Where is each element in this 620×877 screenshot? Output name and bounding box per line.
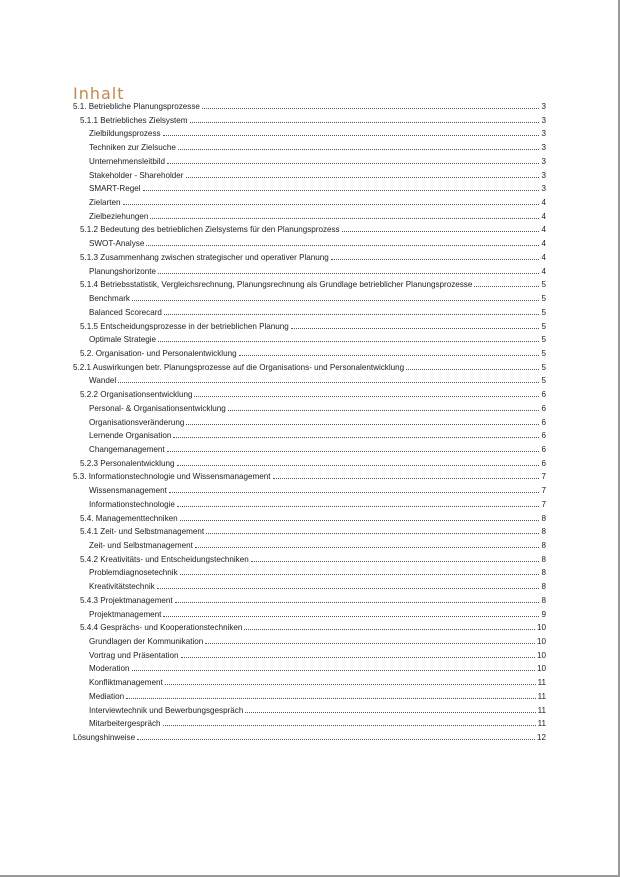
dot-leader: [195, 547, 540, 548]
toc-entry-page-number: 3: [541, 129, 546, 139]
dot-leader: [118, 382, 539, 383]
toc-entry-title: Planungshorizonte: [89, 266, 157, 276]
dot-leader: [205, 643, 535, 644]
dot-leader: [175, 602, 540, 603]
toc-entry-page-number: 8: [541, 554, 546, 564]
toc-entry[interactable]: [73, 608, 546, 622]
toc-entry-title: 5.1.3 Zusammenhang zwischen strategischer und operativer Planung: [80, 252, 329, 262]
dot-leader: [180, 520, 540, 521]
toc-entry-title: Balanced Scorecard: [89, 307, 162, 317]
dot-leader: [406, 369, 539, 370]
toc-entry-title: Zielbeziehungen: [89, 211, 149, 221]
toc-entry-page-number: 3: [541, 184, 546, 194]
dot-leader: [158, 341, 539, 342]
toc-entry[interactable]: [73, 594, 546, 608]
toc-entry-page-number: 3: [541, 156, 546, 166]
dot-leader: [126, 698, 535, 699]
dot-leader: [169, 492, 540, 493]
toc-entry-page-number: 5: [541, 280, 546, 290]
toc-entry-title: Mediation: [89, 691, 125, 701]
toc-entry[interactable]: [73, 210, 546, 224]
toc-entry-title: Konfliktmanagement: [89, 678, 163, 688]
toc-entry-title: Zielbildungsprozess: [89, 129, 161, 139]
dot-leader: [181, 657, 535, 658]
dot-leader: [273, 478, 540, 479]
toc-entry-page-number: 7: [541, 486, 546, 496]
toc-entry-title: Vortrag und Präsentation: [89, 650, 179, 660]
toc-entry-page-number: 5: [541, 307, 546, 317]
dot-leader: [202, 108, 540, 109]
toc-entry-page-number: 6: [541, 458, 546, 468]
toc-entry-title: 5.1. Betriebliche Planungsprozesse: [73, 102, 200, 111]
toc-entry-page-number: 10: [536, 650, 546, 660]
toc-entry[interactable]: [73, 649, 546, 663]
toc-entry[interactable]: [73, 251, 546, 265]
toc-entry-page-number: 11: [537, 705, 546, 715]
toc-entry-title: Kreativitätstechnik: [89, 582, 155, 592]
toc-entry-page-number: 8: [541, 568, 546, 578]
toc-entry-page-number: 4: [541, 225, 546, 235]
toc-entry-page-number: 6: [541, 390, 546, 400]
toc-entry[interactable]: [73, 662, 546, 676]
dot-leader: [186, 424, 539, 425]
toc-entry-title: 5.4.2 Kreativitäts- und Entscheidungstechniken: [80, 554, 249, 564]
toc-entry[interactable]: [73, 731, 546, 745]
toc-entry[interactable]: [73, 127, 546, 141]
toc-entry-page-number: 7: [541, 472, 546, 482]
toc-entry[interactable]: [73, 443, 546, 457]
dot-leader: [163, 616, 539, 617]
toc-entry-page-number: 8: [541, 541, 546, 550]
dot-leader: [245, 712, 535, 713]
toc-entry-title: 5.4. Managementtechniken: [80, 513, 178, 523]
toc-entry-title: Projektmanagement: [89, 609, 162, 619]
toc-entry-page-number: 8: [541, 513, 546, 523]
toc-entry-title: Personal- & Organisationsentwicklung: [89, 403, 226, 413]
toc-entry-page-number: 6: [541, 444, 546, 454]
toc-entry-title: 5.2.3 Personalentwicklung: [80, 458, 175, 468]
toc-entry[interactable]: [73, 306, 546, 320]
toc-entry-title: Stakeholder - Shareholder: [89, 170, 184, 180]
toc-entry-title: 5.4.3 Projektmanagement: [80, 595, 173, 605]
page-title: Inhalt: [73, 83, 125, 103]
toc-entry-title: SMART-Regel: [89, 184, 141, 194]
toc-entry[interactable]: [73, 223, 546, 237]
toc-entry-page-number: 3: [541, 170, 546, 180]
dot-leader: [177, 506, 540, 507]
toc-entry-title: Lösungshinweise: [73, 733, 136, 743]
toc-entry[interactable]: [73, 676, 546, 690]
toc-entry-page-number: 5: [541, 321, 546, 331]
toc-entry-title: Moderation: [89, 664, 130, 674]
toc-entry[interactable]: [73, 512, 546, 526]
toc-entry[interactable]: [73, 416, 546, 430]
toc-entry-page-number: 8: [541, 527, 546, 537]
dot-leader: [132, 670, 535, 671]
toc-entry[interactable]: [73, 470, 546, 484]
dot-leader: [165, 684, 536, 685]
toc-entry-page-number: 10: [536, 664, 546, 674]
toc-entry[interactable]: [73, 278, 546, 292]
toc-entry[interactable]: [73, 690, 546, 704]
toc-entry-page-number: 8: [541, 595, 546, 605]
toc-entry-title: 5.1.4 Betriebsstatistik, Vergleichsrechnung, Planungsrechnung als Grundlage betrieblicher Planungsprozesse: [80, 280, 473, 290]
toc-entry-page-number: 10: [536, 637, 546, 647]
dot-leader: [239, 355, 540, 356]
toc-entry-page-number: 11: [537, 719, 546, 729]
toc-entry-page-number: 3: [541, 102, 546, 111]
toc-entry-page-number: 4: [541, 211, 546, 221]
toc-entry-title: 5.1.5 Entscheidungsprozesse in der betrieblichen Planung: [80, 321, 289, 331]
toc-entry[interactable]: [73, 141, 546, 155]
dot-leader: [186, 177, 540, 178]
toc-entry-page-number: 4: [541, 239, 546, 249]
dot-leader: [342, 231, 540, 232]
toc-entry[interactable]: [73, 553, 546, 567]
toc-entry-page-number: 12: [536, 733, 546, 743]
dot-leader: [163, 135, 540, 136]
dot-leader: [167, 163, 539, 164]
toc-entry[interactable]: [73, 457, 546, 471]
dot-leader: [157, 588, 540, 589]
dot-leader: [163, 725, 536, 726]
toc-entry[interactable]: [73, 525, 546, 539]
toc-entry-page-number: 4: [541, 252, 546, 262]
toc-entry[interactable]: [73, 402, 546, 416]
toc-entry-page-number: 5: [541, 294, 546, 304]
toc-entry[interactable]: [73, 292, 546, 306]
toc-entry[interactable]: [73, 320, 546, 334]
dot-leader: [291, 328, 540, 329]
dot-leader: [150, 218, 539, 219]
dot-leader: [244, 629, 535, 630]
dot-leader: [177, 465, 540, 466]
toc-entry-title: Lernende Organisation: [89, 431, 172, 441]
toc-entry-page-number: 4: [541, 198, 546, 208]
toc-entry-title: 5.4.1 Zeit- und Selbstmanagement: [80, 527, 205, 537]
toc-entry[interactable]: [73, 717, 546, 731]
toc-entry[interactable]: [73, 333, 546, 347]
toc-entry-title: Grundlagen der Kommunikation: [89, 637, 204, 647]
toc-entry[interactable]: [73, 155, 546, 169]
toc-entry[interactable]: [73, 237, 546, 251]
dot-leader: [194, 396, 539, 397]
dot-leader: [137, 739, 535, 740]
toc-entry-title: SWOT-Analyse: [89, 239, 145, 249]
toc-entry-page-number: 6: [541, 403, 546, 413]
toc-entry[interactable]: [73, 196, 546, 210]
dot-leader: [228, 410, 540, 411]
toc-entry-page-number: 11: [537, 691, 546, 701]
toc-entry-title: Zielarten: [89, 198, 121, 208]
toc-entry[interactable]: [73, 704, 546, 718]
toc-entry-page-number: 5: [541, 335, 546, 345]
toc-entry-page-number: 3: [541, 115, 546, 125]
dot-leader: [164, 314, 540, 315]
toc-entry[interactable]: [73, 429, 546, 443]
toc-entry[interactable]: [73, 347, 546, 361]
toc-entry[interactable]: [73, 621, 546, 635]
toc-entry-title: 5.3. Informationstechnologie und Wissensmanagement: [73, 472, 271, 482]
toc-entry-page-number: 6: [541, 417, 546, 427]
toc-entry[interactable]: [73, 635, 546, 649]
toc-entry-page-number: 8: [541, 582, 546, 592]
dot-leader: [167, 451, 540, 452]
table-of-contents: [73, 100, 546, 745]
toc-entry-title: Zeit- und Selbstmanagement: [89, 541, 193, 550]
dot-leader: [206, 533, 539, 534]
toc-entry[interactable]: [73, 265, 546, 279]
toc-entry-title: Organisationsveränderung: [89, 417, 185, 427]
toc-entry[interactable]: [73, 182, 546, 196]
toc-entry-page-number: 11: [537, 678, 546, 688]
toc-entry[interactable]: [73, 100, 546, 114]
dot-leader: [132, 300, 540, 301]
toc-entry[interactable]: [73, 374, 546, 388]
dot-leader: [173, 437, 539, 438]
toc-entry-page-number: 10: [536, 623, 546, 633]
toc-entry-title: 5.2.2 Organisationsentwicklung: [80, 390, 193, 400]
toc-entry-title: Changemanagement: [89, 444, 165, 454]
toc-entry-title: 5.4.4 Gesprächs- und Kooperationstechniken: [80, 623, 243, 633]
toc-entry-title: Benchmark: [89, 294, 130, 304]
dot-leader: [178, 149, 540, 150]
toc-entry-page-number: 9: [541, 609, 546, 619]
dot-leader: [158, 273, 539, 274]
toc-entry-title: Techniken zur Zielsuche: [89, 143, 176, 153]
toc-entry-title: Mitarbeitergespräch: [89, 719, 161, 729]
toc-entry-title: Optimale Strategie: [89, 335, 157, 345]
toc-entry-title: 5.1.2 Bedeutung des betrieblichen Zielsystems für den Planungsprozess: [80, 225, 340, 235]
toc-entry[interactable]: [73, 361, 546, 375]
toc-entry[interactable]: [73, 169, 546, 183]
toc-entry-title: Problemdiagnosetechnik: [89, 568, 178, 578]
toc-entry-title: 5.2. Organisation- und Personalentwicklung: [80, 348, 237, 358]
dot-leader: [123, 204, 540, 205]
toc-entry-title: 5.1.1 Betriebliches Zielsystem: [80, 115, 188, 125]
toc-entry[interactable]: [73, 566, 546, 580]
toc-entry-page-number: 7: [541, 499, 546, 509]
toc-entry[interactable]: [73, 539, 546, 553]
toc-entry-title: Informationstechnologie: [89, 499, 175, 509]
dot-leader: [180, 574, 540, 575]
toc-entry-title: Interviewtechnik und Bewerbungsgespräch: [89, 705, 244, 715]
toc-entry-title: Unternehmensleitbild: [89, 156, 166, 166]
dot-leader: [474, 286, 539, 287]
toc-entry-page-number: 5: [541, 376, 546, 386]
toc-entry-page-number: 4: [541, 266, 546, 276]
dot-leader: [143, 190, 540, 191]
toc-entry-page-number: 3: [541, 143, 546, 153]
toc-entry[interactable]: [73, 498, 546, 512]
toc-entry-page-number: 5: [541, 348, 546, 358]
dot-leader: [190, 122, 540, 123]
toc-entry-title: Wandel: [89, 376, 117, 386]
dot-leader: [331, 259, 540, 260]
toc-entry[interactable]: [73, 114, 546, 128]
dot-leader: [251, 561, 540, 562]
dot-leader: [146, 245, 539, 246]
toc-entry-title: 5.2.1 Auswirkungen betr. Planungsprozesse auf die Organisations- und Personalentwicklung: [73, 362, 405, 372]
toc-entry-page-number: 6: [541, 431, 546, 441]
toc-entry-page-number: 5: [541, 362, 546, 372]
toc-entry[interactable]: [73, 580, 546, 594]
toc-entry-title: Wissensmanagement: [89, 486, 167, 496]
toc-entry[interactable]: [73, 388, 546, 402]
toc-entry[interactable]: [73, 484, 546, 498]
